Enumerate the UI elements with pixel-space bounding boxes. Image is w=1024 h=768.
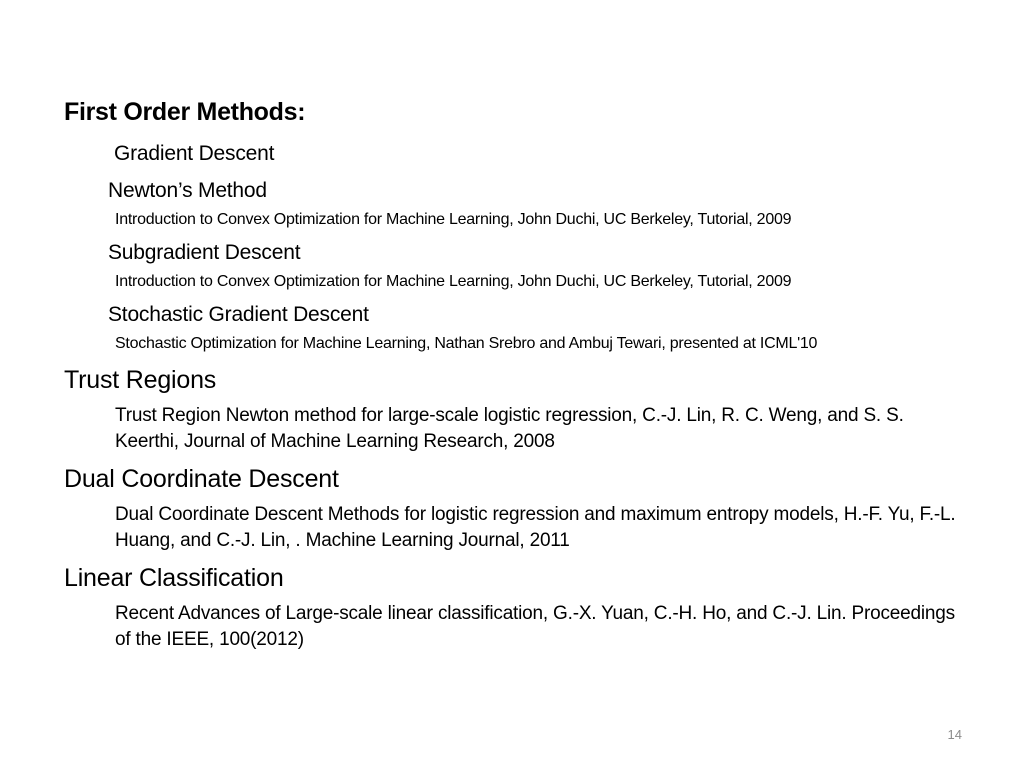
ref-trust-regions: Trust Region Newton method for large-scale logistic regression, C.-J. Lin, R. C. Weng, and S. S. Keerthi, Journal of Machine Learning Research, 2008 [115,405,904,452]
heading-trust-regions: Trust Regions [64,366,217,394]
item-stochastic-gradient-descent: Stochastic Gradient Descent [108,303,369,326]
item-newtons-method: Newton’s Method [108,179,267,202]
item-gradient-descent: Gradient Descent [114,142,275,165]
ref-linear-classification: Recent Advances of Large-scale linear classification, G.-X. Yuan, C.-H. Ho, and C.-J. Lin. Proceedings of the IEEE, 100(2012) [115,603,955,650]
ref-dual-coordinate-descent: Dual Coordinate Descent Methods for logistic regression and maximum entropy models, H.-F. Yu, F.-L. Huang, and C.-J. Lin, . Machine Learning Journal, 2011 [115,504,956,551]
ref-newtons-method: Introduction to Convex Optimization for Machine Learning, John Duchi, UC Berkeley, Tutorial, 2009 [115,211,792,228]
page-number: 14 [947,727,962,742]
heading-dual-coordinate-descent: Dual Coordinate Descent [64,465,339,493]
ref-subgradient-descent: Introduction to Convex Optimization for Machine Learning, John Duchi, UC Berkeley, Tutorial, 2009 [115,273,792,290]
heading-linear-classification: Linear Classification [64,564,284,592]
slide-title: First Order Methods: [64,98,306,126]
item-subgradient-descent: Subgradient Descent [108,241,301,264]
ref-stochastic-gradient-descent: Stochastic Optimization for Machine Learning, Nathan Srebro and Ambuj Tewari, presented at ICML'10 [115,335,818,352]
